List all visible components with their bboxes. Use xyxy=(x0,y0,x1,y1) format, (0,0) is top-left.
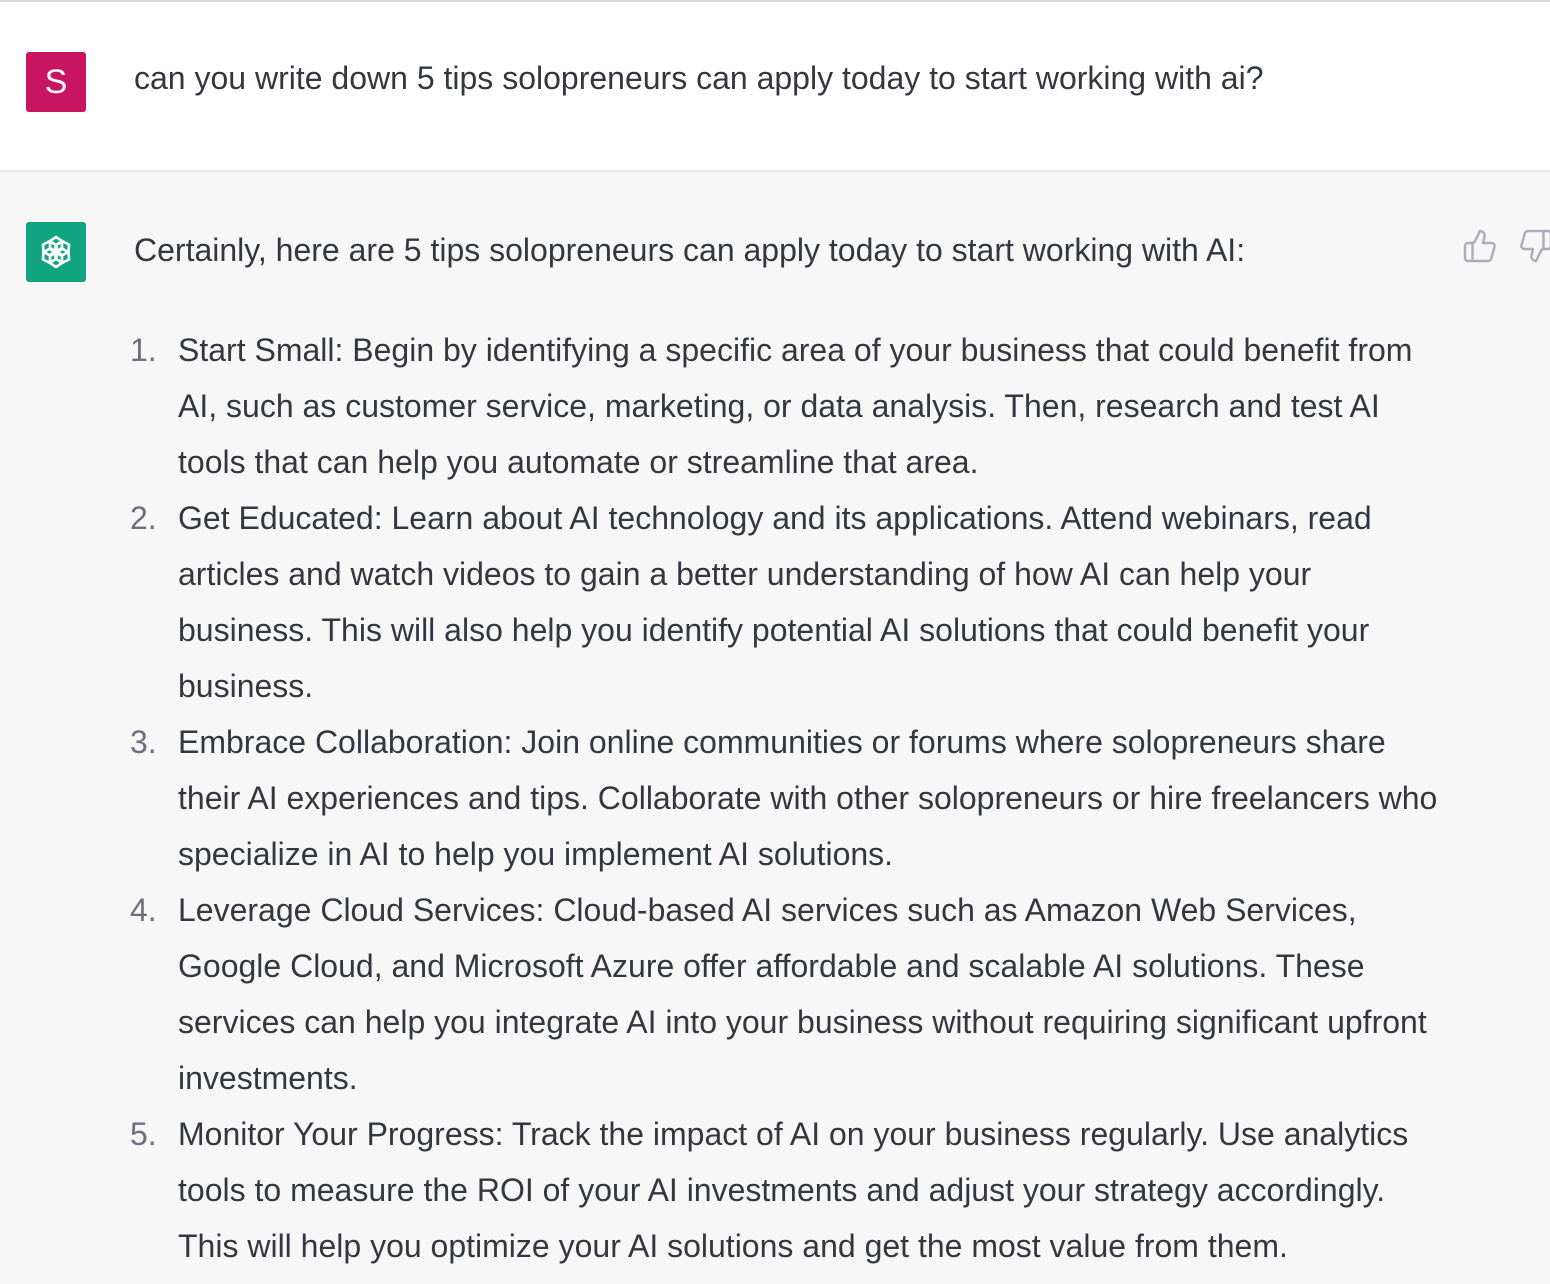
list-item-number: 4. xyxy=(130,892,157,928)
list-item-text: Get Educated: Learn about AI technology and its applications. Attend webinars, read articles and watch videos to gain a better understanding of how AI can help your business. This will also help you identify potential AI solutions that could benefit your business. xyxy=(178,500,1372,704)
list-item-number: 2. xyxy=(130,500,157,536)
list-item xyxy=(0,490,1480,714)
list-item-text: Embrace Collaboration: Join online communities or forums where solopreneurs share their AI experiences and tips. Collaborate with other solopreneurs or hire freelancers who specialize in AI to help you implement AI solutions. xyxy=(178,724,1438,872)
thumbs-up-button[interactable] xyxy=(1462,228,1498,264)
list-item xyxy=(0,714,1480,882)
user-message-row xyxy=(0,2,1550,172)
list-item-number: 1. xyxy=(130,332,157,368)
list-item xyxy=(0,1106,1480,1274)
list-item xyxy=(0,882,1480,1106)
openai-logo-icon xyxy=(34,230,78,274)
assistant-avatar xyxy=(26,222,86,282)
list-item-text: Start Small: Begin by identifying a specific area of your business that could benefit from AI, such as customer service, marketing, or data analysis. Then, research and test AI tools that can help you automate or streamline that area. xyxy=(178,332,1413,480)
list-item-number: 5. xyxy=(130,1116,157,1152)
list-item-text: Monitor Your Progress: Track the impact of AI on your business regularly. Use analytics tools to measure the ROI of your AI investments and adjust your strategy accordingly. This will help you optimize your AI solutions and get the most value from them. xyxy=(178,1116,1409,1264)
thumbs-up-icon xyxy=(1462,228,1498,264)
user-message-text: can you write down 5 tips solopreneurs can apply today to start working with ai? xyxy=(134,60,1264,96)
list-item-text: Leverage Cloud Services: Cloud-based AI services such as Amazon Web Services, Google Cloud, and Microsoft Azure offer affordable and scalable AI solutions. These services can help you integrate AI into your business without requiring significant upfront investments. xyxy=(178,892,1427,1096)
list-item-number: 3. xyxy=(130,724,157,760)
thumbs-down-button[interactable] xyxy=(1518,228,1550,264)
assistant-intro-text: Certainly, here are 5 tips solopreneurs can apply today to start working with AI: xyxy=(134,232,1246,268)
tips-list xyxy=(0,322,1480,1274)
thumbs-down-icon xyxy=(1518,228,1550,264)
user-avatar: S xyxy=(26,52,86,112)
list-item xyxy=(0,322,1480,490)
assistant-message-row xyxy=(0,172,1550,1284)
